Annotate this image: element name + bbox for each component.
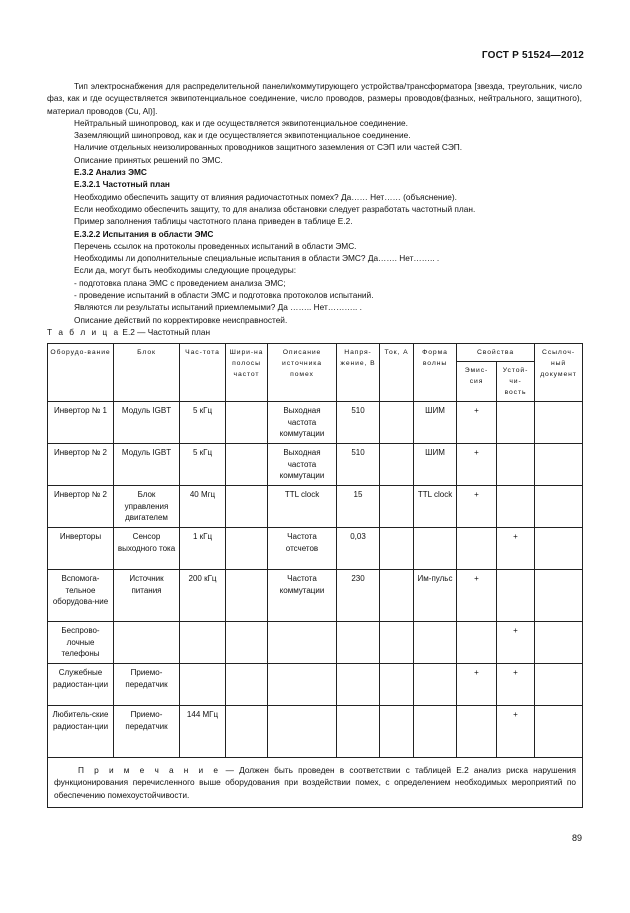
cell-block: Источник питания [114, 570, 180, 622]
header-current: Ток, А [380, 344, 414, 402]
table-row [48, 444, 583, 486]
cell-bandwidth [226, 444, 268, 486]
cell-voltage: 15 [337, 486, 380, 528]
cell-voltage: 230 [337, 570, 380, 622]
paragraph: Необходимо обеспечить защиту от влияния радиочастотных помех? Да…… Нет…… (объяснение). [74, 191, 457, 202]
cell-bandwidth [226, 706, 268, 758]
section-heading: Е.3.2 Анализ ЭМС [74, 167, 147, 178]
cell-immunity [497, 486, 535, 528]
cell-freq: 144 МГц [180, 706, 226, 758]
cell-freq: 1 кГц [180, 528, 226, 570]
cell-waveform [414, 664, 457, 706]
table-row [48, 706, 583, 758]
table-caption-text: Е.2 — Частотный план [120, 327, 211, 337]
paragraph: Пример заполнения таблицы частотного плана приведен в таблице Е.2. [74, 216, 353, 227]
cell-waveform [414, 528, 457, 570]
paragraph: Если да, могут быть необходимы следующие процедуры: [74, 265, 297, 276]
cell-equipment: Вспомога-тельное оборудова-ние [48, 570, 114, 622]
cell-source: Частота отсчетов [268, 528, 337, 570]
cell-freq: 5 кГц [180, 444, 226, 486]
header-reference: Ссылоч-ный документ [535, 344, 583, 402]
cell-voltage [337, 664, 380, 706]
cell-source: Выходная частота коммутации [268, 444, 337, 486]
header-emission: Эмис-сия [457, 362, 497, 402]
table-caption-label: Т а б л и ц а [47, 327, 121, 337]
section-heading: Е.3.2.2 Испытания в области ЭМС [74, 228, 214, 239]
list-item: - проведение испытаний в области ЭМС и подготовка протоколов испытаний. [74, 290, 374, 301]
cell-emission [457, 622, 497, 664]
cell-reference [535, 402, 583, 444]
header-immunity: Устой-чи-вость [497, 362, 535, 402]
cell-bandwidth [226, 486, 268, 528]
cell-equipment: Инвертор № 2 [48, 444, 114, 486]
cell-freq [180, 622, 226, 664]
cell-reference [535, 570, 583, 622]
cell-bandwidth [226, 622, 268, 664]
cell-voltage: 510 [337, 444, 380, 486]
cell-bandwidth [226, 402, 268, 444]
cell-reference [535, 622, 583, 664]
cell-block [114, 622, 180, 664]
header-equipment: Оборудо-вание [48, 344, 114, 402]
table-row [48, 622, 583, 664]
cell-waveform: TTL clock [414, 486, 457, 528]
table-note-row [48, 758, 583, 808]
document-id: ГОСТ Р 51524—2012 [481, 50, 584, 61]
table-row [48, 570, 583, 622]
cell-voltage [337, 706, 380, 758]
table-note [48, 758, 583, 808]
cell-current [380, 622, 414, 664]
body-text [47, 80, 582, 326]
cell-current [380, 486, 414, 528]
cell-source [268, 706, 337, 758]
note-text: — Должен быть проведен в соответствии с таблицей Е.2 анализ риска нарушения функционирования перечисленного выше оборудования при воздействии помех, с определением необходимых мероприятий по обеспечению помехоустойчивости. [54, 765, 577, 800]
cell-voltage [337, 622, 380, 664]
cell-block: Приемо-передатчик [114, 706, 180, 758]
cell-emission: + [457, 664, 497, 706]
paragraph: Если необходимо обеспечить защиту, то для анализа обстановки следует разработать частотный план. [74, 203, 476, 214]
cell-reference [535, 486, 583, 528]
cell-emission: + [457, 402, 497, 444]
cell-freq: 40 Мгц [180, 486, 226, 528]
cell-source [268, 664, 337, 706]
frequency-plan-table [47, 343, 583, 808]
cell-emission [457, 528, 497, 570]
cell-current [380, 444, 414, 486]
cell-source: Выходная частота коммутации [268, 402, 337, 444]
cell-block: Сенсор выходного тока [114, 528, 180, 570]
header-properties: Свойства [457, 344, 535, 362]
cell-current [380, 570, 414, 622]
cell-immunity: + [497, 622, 535, 664]
cell-emission: + [457, 570, 497, 622]
section-heading: Е.3.2.1 Частотный план [74, 179, 170, 190]
table-row [48, 664, 583, 706]
cell-block: Модуль IGBT [114, 402, 180, 444]
cell-reference [535, 444, 583, 486]
table-row [48, 402, 583, 444]
header-block: Блок [114, 344, 180, 402]
table-header-row [48, 344, 583, 362]
cell-waveform [414, 706, 457, 758]
header-voltage: Напря-жение, В [337, 344, 380, 402]
cell-block: Блок управления двигателем [114, 486, 180, 528]
paragraph: Наличие отдельных неизолированных проводников защитного заземления от СЭП или частей СЭП. [74, 142, 463, 153]
cell-immunity [497, 570, 535, 622]
paragraph: Тип электроснабжения для распределительной панели/коммутирующего устройства/трансформатора [звезда, треугольник, число фаз, как и где осуществляется эквипотенциальное соединение, число проводов, размеры проводов(фазных, нейтрального, защитного), материал проводов (Cu, Al)]. [47, 81, 582, 116]
cell-reference [535, 528, 583, 570]
cell-equipment: Любитель-ские радиостан-ции [48, 706, 114, 758]
cell-freq [180, 664, 226, 706]
cell-block: Приемо-передатчик [114, 664, 180, 706]
cell-waveform: ШИМ [414, 402, 457, 444]
cell-immunity [497, 402, 535, 444]
cell-equipment: Служебные радиостан-ции [48, 664, 114, 706]
cell-immunity: + [497, 664, 535, 706]
page-number: 89 [571, 833, 582, 843]
cell-current [380, 664, 414, 706]
cell-source [268, 622, 337, 664]
cell-equipment: Инвертор № 2 [48, 486, 114, 528]
paragraph: Необходимы ли дополнительные специальные испытания в области ЭМС? Да……. Нет…….. . [74, 253, 440, 264]
cell-source: TTL clock [268, 486, 337, 528]
cell-current [380, 528, 414, 570]
cell-waveform [414, 622, 457, 664]
cell-equipment: Беспрово-лочные телефоны [48, 622, 114, 664]
cell-bandwidth [226, 664, 268, 706]
paragraph: Перечень ссылок на протоколы проведенных испытаний в области ЭМС. [74, 240, 357, 251]
cell-immunity: + [497, 528, 535, 570]
cell-voltage: 0,03 [337, 528, 380, 570]
cell-freq: 200 кГц [180, 570, 226, 622]
cell-immunity: + [497, 706, 535, 758]
cell-emission [457, 706, 497, 758]
cell-emission: + [457, 444, 497, 486]
cell-waveform: ШИМ [414, 444, 457, 486]
paragraph: Описание действий по корректировке неисправностей. [74, 314, 288, 325]
cell-equipment: Инвертор № 1 [48, 402, 114, 444]
header-source: Описание источника помех [268, 344, 337, 402]
list-item: - подготовка плана ЭМС с проведением анализа ЭМС; [74, 277, 286, 288]
cell-waveform: Им-пульс [414, 570, 457, 622]
cell-emission: + [457, 486, 497, 528]
paragraph: Описание принятых решений по ЭМС. [74, 154, 223, 165]
cell-current [380, 402, 414, 444]
cell-equipment: Инверторы [48, 528, 114, 570]
table-row [48, 486, 583, 528]
header-bandwidth: Шири-на полосы частот [226, 344, 268, 402]
cell-immunity [497, 444, 535, 486]
cell-current [380, 706, 414, 758]
header-frequency: Час-тота [180, 344, 226, 402]
cell-reference [535, 706, 583, 758]
cell-bandwidth [226, 570, 268, 622]
paragraph: Являются ли результаты испытаний приемлемыми? Да …….. Нет……….. . [74, 302, 362, 313]
cell-voltage: 510 [337, 402, 380, 444]
note-label: П р и м е ч а н и е [78, 765, 221, 775]
cell-source: Частота коммутации [268, 570, 337, 622]
paragraph: Нейтральный шинопровод, как и где осуществляется эквипотенциальное соединение. [74, 117, 408, 128]
cell-block: Модуль IGBT [114, 444, 180, 486]
cell-reference [535, 664, 583, 706]
cell-bandwidth [226, 528, 268, 570]
table-row [48, 528, 583, 570]
table-caption [47, 327, 210, 337]
cell-freq: 5 кГц [180, 402, 226, 444]
header-waveform: Форма волны [414, 344, 457, 402]
paragraph: Заземляющий шинопровод, как и где осуществляется эквипотенциальное соединение. [74, 130, 411, 141]
